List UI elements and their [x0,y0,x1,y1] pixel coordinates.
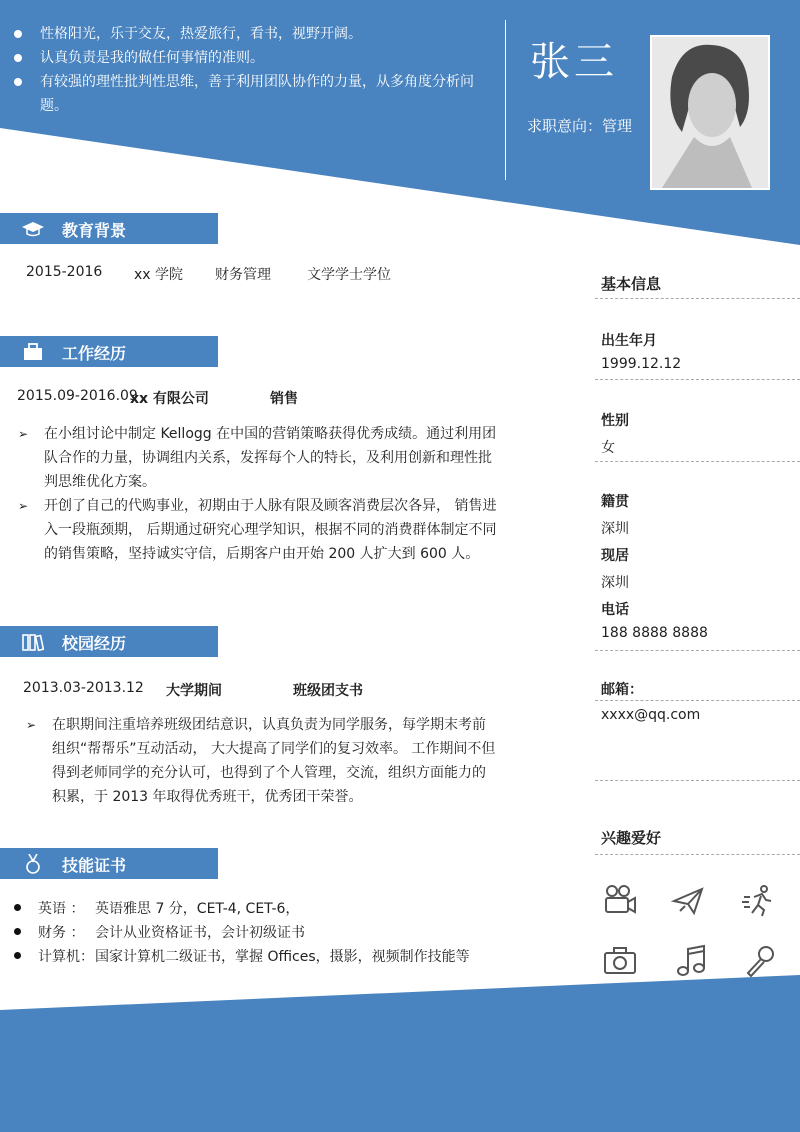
birth-value: 1999.12.12 [601,356,682,372]
residence-value: 深圳 [601,575,629,591]
gender-value: 女 [601,440,615,456]
section-education [0,213,218,244]
bullet-dot [14,904,21,911]
books-icon [22,632,44,652]
edu-period: 2015-2016 [26,264,103,280]
email-value: xxxx@qq.com [601,707,701,723]
hobbies-title: 兴趣爱好 [601,829,662,847]
campus-period: 2013.03-2013.12 [23,680,144,696]
work-item: ➢ 开创了自己的代购事业，初期由于人脉有限及顾客消费层次各异， 销售进入一段瓶颈期， 后期通过研究心理学知识，根据不同的消费群体制定不同的销售策略，坚持诚实守信，后期客户由开始 200 人扩大到 600 人。 [18,494,498,566]
phone-label: 电话 [601,602,629,618]
gender-label: 性别 [601,413,629,429]
movie-camera-icon [602,883,638,919]
divider [595,854,800,855]
microphone-icon [742,943,778,979]
arrow-bullet-icon: ➢ [26,718,37,732]
arrow-bullet-icon: ➢ [18,427,29,441]
section-title: 技能证书 [62,856,127,875]
medal-icon [22,854,44,874]
divider [595,379,800,380]
section-campus [0,626,218,657]
arrow-bullet-icon: ➢ [18,499,29,513]
skill-label: 计算机： [38,949,94,965]
profile-bullet: 认真负责是我的做任何事情的准则。 [14,46,494,70]
bullet-dot [14,952,21,959]
skill-text: 会计从业资格证书，会计初级证书 [95,925,305,941]
airplane-icon [670,883,706,919]
section-title: 工作经历 [62,344,127,363]
work-company: xx 有限公司 [130,391,209,407]
job-intent: 求职意向：管理 [527,117,633,135]
profile-photo [650,35,770,190]
section-skills [0,848,218,879]
skill-text: 英语雅思 7 分，CET-4, CET-6， [95,901,300,917]
campus-item: ➢ 在职期间注重培养班级团结意识，认真负责为同学服务，每学期末考前组织“帮帮乐”互动活动， 大大提高了同学们的复习效率。 工作期间不但得到老师同学的充分认可，也得到了个人管理，交流，组织方面能力的积累，于 2013 年取得优秀班干，优秀团干荣誉。 [26,713,496,809]
email-label: 邮箱： [601,682,643,698]
graduation-cap-icon [22,219,44,239]
edu-degree: 文学学士学位 [307,267,391,283]
section-work [0,336,218,367]
origin-value: 深圳 [601,521,629,537]
campus-org: 大学期间 [166,683,222,699]
divider [595,700,800,701]
campus-role: 班级团支书 [293,683,363,699]
divider [595,298,800,299]
divider [595,780,800,781]
edu-major: 财务管理 [215,267,271,283]
header-divider [505,20,506,180]
work-role: 销售 [270,391,298,407]
music-note-icon [672,943,708,979]
origin-label: 籍贯 [601,494,629,510]
skill-text: 国家计算机二级证书，掌握 Offices，摄影，视频制作技能等 [95,949,470,965]
camera-icon [602,943,638,979]
phone-value: 188 8888 8888 [601,625,708,641]
birth-label: 出生年月 [601,333,657,349]
candidate-name: 张三 [530,39,618,85]
profile-bullet: 性格阳光，乐于交友，热爱旅行，看书，视野开阔。 [14,22,494,46]
basic-info-title: 基本信息 [601,275,662,293]
skill-label: 英语 ： [38,901,85,917]
bullet-dot [14,928,21,935]
section-title: 校园经历 [62,634,127,653]
profile-bullet: 有较强的理性批判性思维，善于利用团队协作的力量，从多角度分析问题。 [14,70,494,118]
work-period: 2015.09-2016.09 [17,388,138,404]
edu-school: xx 学院 [134,267,184,283]
skill-label: 财务 ： [38,925,85,941]
running-icon [740,883,776,919]
briefcase-icon [22,342,44,362]
divider [595,650,800,651]
profile-bullets [14,22,494,118]
work-item: ➢ 在小组讨论中制定 Kellogg 在中国的营销策略获得优秀成绩。通过利用团队合作的力量，协调组内关系，发挥每个人的特长，及利用创新和理性批判思维优化方案。 [18,422,498,494]
section-title: 教育背景 [62,221,127,240]
divider [595,461,800,462]
residence-label: 现居 [601,548,629,564]
